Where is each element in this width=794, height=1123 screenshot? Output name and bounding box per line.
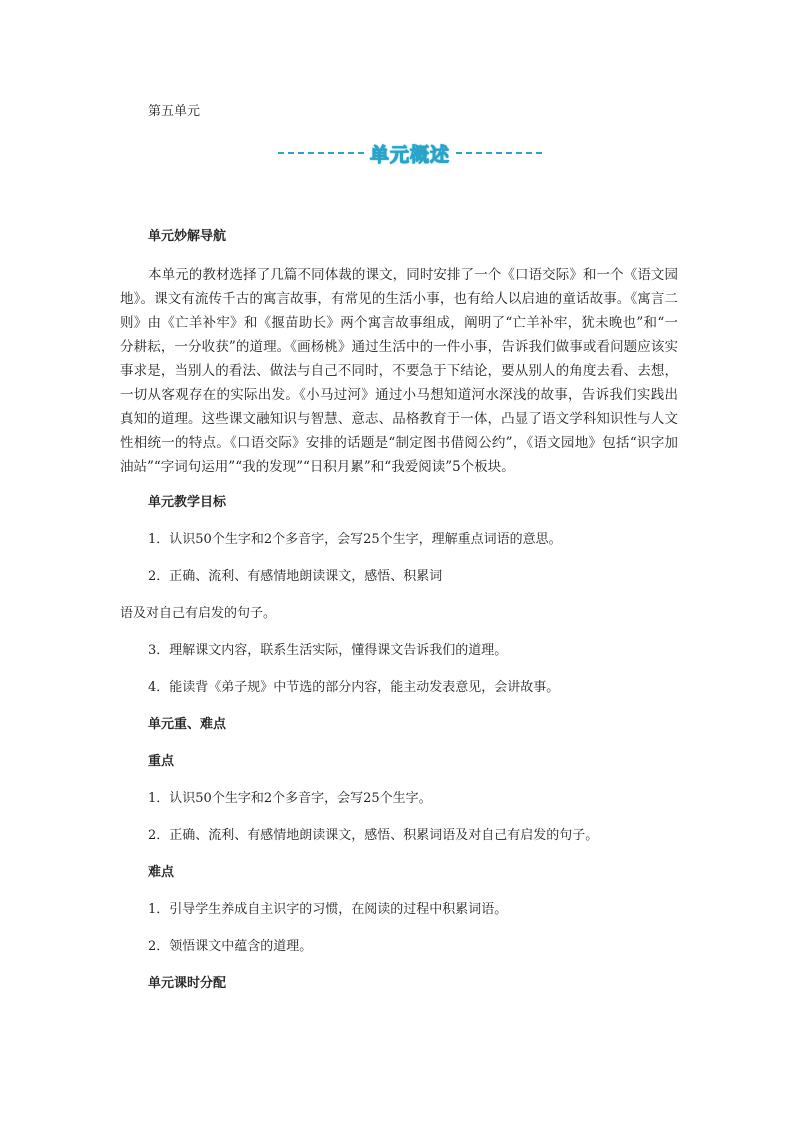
banner-title: 单元概述 bbox=[370, 143, 451, 166]
goal-item-continued: 语及对自己有启发的句子。 bbox=[120, 606, 277, 621]
schedule-heading: 单元课时分配 bbox=[148, 976, 227, 991]
unit-label: 第五单元 bbox=[148, 104, 201, 119]
difficult-subheading: 难点 bbox=[148, 865, 175, 880]
banner-dashed-line-right bbox=[456, 152, 542, 154]
nav-paragraph: 本单元的教材选择了几篇不同体裁的课文，同时安排了一个《口语交际》和一个《语文园地》。课文有流传千古的寓言故事，有常见的生活小事，也有给人以启迪的童话故事。《寓言二则》由《亡羊补牢》和《揠苗助长》两个寓言故事组成，阐明了“亡羊补牢，犹未晚也”和“一分耕耘，一分收获”的道理。《画杨桃》通过生活中的一件小事，告诉我们做事或看问题应该实事求是，当别人的看法、做法与自己不同时，不要急于下结论，要从别人的角度去看、去想，一切从客观存在的实际出发。《小马过河》通过小马想知道河水深浅的故事，告诉我们实践出真知的道理。这些课文融知识与智慧、意志、品格教育于一体，凸显了语文学科知识性与人文性相统一的特点。《口语交际》安排的话题是“制定图书借阅公约”，《语文园地》包括“识字加油站”“字词句运用”“我的发现”“日积月累”和“我爱阅读”5个板块。 bbox=[120, 267, 678, 475]
key-point-item: 1．认识50个生字和2个多音字，会写25个生字。 bbox=[148, 791, 432, 806]
difficult-point-item: 2．领悟课文中蕴含的道理。 bbox=[148, 939, 313, 954]
section-banner bbox=[278, 138, 542, 168]
key-heading: 单元重、难点 bbox=[148, 717, 227, 732]
goal-item: 1．认识50个生字和2个多音字，会写25个生字，理解重点词语的意思。 bbox=[148, 532, 562, 547]
difficult-point-item: 1．引导学生养成自主识字的习惯，在阅读的过程中积累词语。 bbox=[148, 902, 508, 917]
banner-dashed-line-left bbox=[278, 152, 364, 154]
key-point-item: 2．正确、流利、有感情地朗读课文，感悟、积累词语及对自己有启发的句子。 bbox=[148, 828, 599, 843]
document-content bbox=[120, 226, 678, 1010]
goal-item: 3．理解课文内容，联系生活实际，懂得课文告诉我们的道理。 bbox=[148, 643, 508, 658]
goal-item: 2．正确、流利、有感情地朗读课文，感悟、积累词 bbox=[148, 569, 443, 584]
goals-heading: 单元教学目标 bbox=[148, 495, 227, 510]
nav-heading: 单元妙解导航 bbox=[148, 229, 227, 244]
goal-item: 4．能读背《弟子规》中节选的部分内容，能主动发表意见，会讲故事。 bbox=[148, 680, 560, 695]
key-subheading: 重点 bbox=[148, 754, 175, 769]
